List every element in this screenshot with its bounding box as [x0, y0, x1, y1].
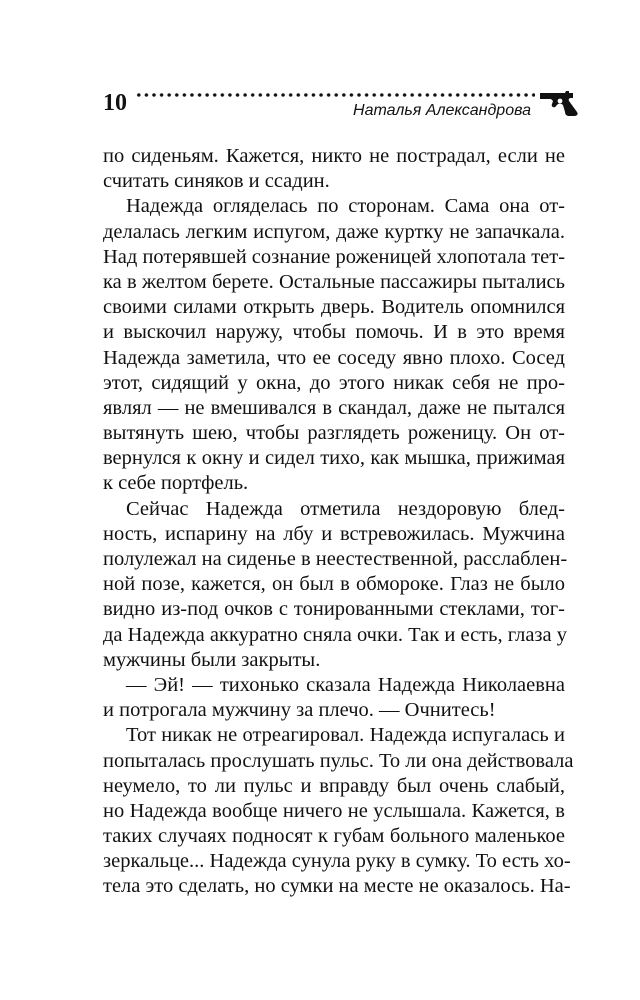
text-line: делалась легким испугом, даже куртку не запачкала.: [103, 220, 565, 243]
body-text: [103, 144, 574, 900]
text-line: но Надежда вообще ничего не услышала. Кажется, в: [103, 799, 565, 822]
text-line: вытянуть шею, чтобы разглядеть роженицу. Он от-: [103, 422, 565, 445]
text-line: этот, сидящий у окна, до этого никак себя не про-: [103, 371, 565, 394]
text-line: таких случаях подносят к губам больного маленькое: [103, 825, 565, 848]
page-number: 10: [103, 90, 127, 116]
text-line: — Эй! — тихонько сказала Надежда Николаевна: [126, 673, 565, 696]
text-line: своими силами открыть дверь. Водитель опомнился: [103, 296, 565, 319]
text-line: считать синяков и ссадин.: [103, 170, 330, 193]
text-line: зеркальце... Надежда сунула руку в сумку. То есть хо-: [103, 850, 571, 873]
revolver-icon: [539, 91, 581, 117]
text-line: Над потерявшей сознание роженицей хлопотала тет-: [103, 245, 566, 268]
text-line: по сиденьям. Кажется, никто не пострадал, если не: [103, 145, 565, 167]
dotted-leader: [135, 92, 535, 98]
text-line: являл — не вмешивался в скандал, даже не пытался: [103, 396, 565, 419]
text-line: и потрогала мужчину за плечо. — Очнитесь!: [103, 699, 496, 722]
text-line: ка в желтом берете. Остальные пассажиры пытались: [103, 270, 565, 293]
text-line: полулежал на сиденье в неестественной, расслаблен-: [103, 548, 568, 570]
text-line: да Надежда аккуратно сняла очки. Так и есть, глаза у: [103, 623, 567, 646]
text-line: и выскочил наружу, чтобы помочь. И в это время: [103, 321, 565, 344]
text-line: Сейчас Надежда отметила нездоровую блед-: [126, 497, 565, 520]
text-line: попыталась прослушать пульс. То ли она действовала: [103, 749, 574, 772]
text-line: ной позе, кажется, он был в обмороке. Глаз не было: [103, 573, 565, 596]
text-line: Надежда заметила, что ее соседу явно плохо. Сосед: [103, 346, 565, 369]
text-line: тела это сделать, но сумки на месте не оказалось. На-: [103, 875, 571, 898]
text-line: видно из-под очков с тонированными стеклами, тог-: [103, 598, 565, 621]
text-line: вернулся к окну и сидел тихо, как мышка, прижимая: [103, 447, 565, 470]
text-line: к себе портфель.: [103, 472, 249, 495]
text-line: Надежда огляделась по сторонам. Сама она от-: [126, 195, 565, 218]
text-line: неумело, то ли пульс и вправду был очень слабый,: [103, 774, 565, 797]
text-line: Тот никак не отреагировал. Надежда испугалась и: [126, 724, 565, 747]
text-line: ность, испарину на лбу и встревожилась. Мужчина: [103, 522, 565, 545]
text-line: мужчины были закрыты.: [103, 648, 321, 671]
author-name: Наталья Александрова: [353, 102, 531, 119]
running-header: [103, 90, 581, 130]
